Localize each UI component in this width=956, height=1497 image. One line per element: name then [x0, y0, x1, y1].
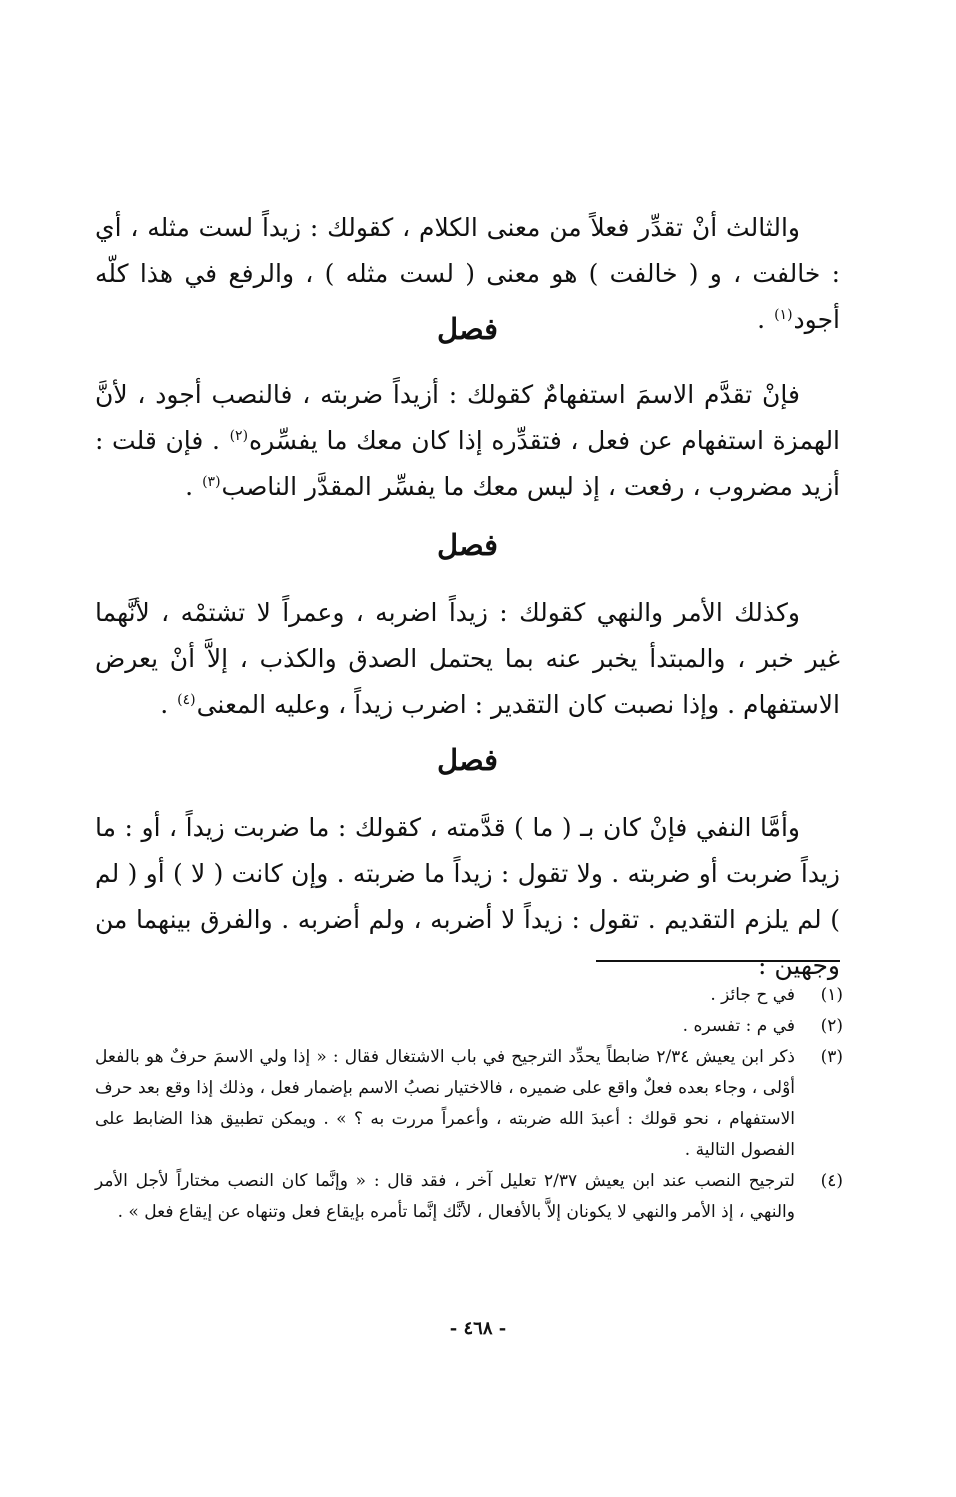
footnote-ref-2[interactable]: (٢): [229, 427, 249, 444]
footnote-1: [95, 980, 843, 1011]
section-3-paragraph: وأمَّا النفي فإنْ كان بـ ( ما ) قدَّمته ، كقولك : ما ضربت زيداً ، أو : ما زيداً ضربت أو ضربته . ولا تقول : زيداً ما ضربته . وإن كانت ( لا ) أو ( لم ) لم يلزم التقديم . تقول : زيداً لا أضربه ، ولم أضربه . والفرق بينهما من وجهين :: [95, 813, 840, 980]
footnote-text: في ح جائز .: [710, 985, 795, 1005]
footnote-text: لترجيح النصب عند ابن يعيش ٢/٣٧ تعليل آخر ، فقد قال : « وإنَّما كان النصب مختاراً لأجل الأمر والنهي ، إذ الأمر والنهي لا يكونان إلاَّ بالأفعال ، لأنَّك إنَّما تأمره بإيقاع فعل وتنهاه عن إيقاع فعل » .: [95, 1171, 795, 1222]
footnote-divider: [596, 960, 840, 962]
footnote-text: في م : تفسره .: [682, 1016, 795, 1036]
footnote-number: (٢): [820, 1016, 843, 1036]
section-1-paragraph: فإنْ تقدَّم الاسمَ استفهامٌ كقولك : أزيداً ضربته ، فالنصب أجود ، لأنَّ الهمزة استفهام عن فعل ، فتقدِّره إذا كان معك ما يفسِّره$^{(٢)}$ . فإن قلت : أزيد مضروب ، رفعت ، إذ ليس معك ما يفسِّر المقدَّر الناصب$^{(٣)}$ .: [95, 380, 841, 501]
footnote-ref-4[interactable]: (٤): [177, 691, 196, 708]
footnote-3: [95, 1042, 843, 1166]
intro-paragraph: والثالث أنْ تقدِّر فعلاً من معنى الكلام ، كقولك : زيداً لست مثله ، أي : خالفت ، و ( خالفت ) هو معنى ( لست مثله ) ، والرفع في هذا كلّه أجود$^{(١)}$ .: [95, 213, 840, 334]
section-2-block: [95, 590, 840, 728]
footnote-4: [95, 1166, 843, 1228]
footnote-number: (٤): [820, 1171, 843, 1191]
footnote-ref-1[interactable]: (١): [774, 306, 793, 323]
section-heading-2: فصل: [437, 528, 498, 562]
section-heading-1: فصل: [437, 312, 498, 346]
section-heading-3: فصل: [437, 743, 498, 777]
footnote-ref-3[interactable]: (٣): [202, 473, 221, 490]
footnotes: [95, 980, 843, 1228]
section-1-block: [95, 372, 840, 510]
footnote-text: ذكر ابن يعيش ٢/٣٤ ضابطاً يحدِّد الترجيح في باب الاشتغال فقال : « إذا ولي الاسمَ حرفٌ هو بالفعل أوْلى ، وجاء بعده فعلٌ واقع على ضميره ، فالاختيار نصبُ الاسم بإضمار فعل ، وذلك إذا وقع بعد حرف الاستفهام ، نحو قولك : أعبدَ الله ضربته ، وأعمراً مررت به ؟ » . ويمكن تطبيق هذا الضابط على الفصول التالية .: [95, 1047, 795, 1160]
footnote-number: (١): [820, 985, 843, 1005]
footnote-2: [95, 1011, 843, 1042]
section-2-paragraph: وكذلك الأمر والنهي كقولك : زيداً اضربه ، وعمراً لا تشتمْه ، لأنَّهما غير خبر ، والمبتدأ يخبر عنه بما يحتمل الصدق والكذب ، إلاَّ أنْ يعرض الاستفهام . وإذا نصبت كان التقدير : اضرب زيداً ، وعليه المعنى$^{(٤)}$ .: [95, 598, 840, 719]
page-number: - ٤٦٨ -: [449, 1318, 507, 1339]
footnote-number: (٣): [820, 1047, 843, 1067]
